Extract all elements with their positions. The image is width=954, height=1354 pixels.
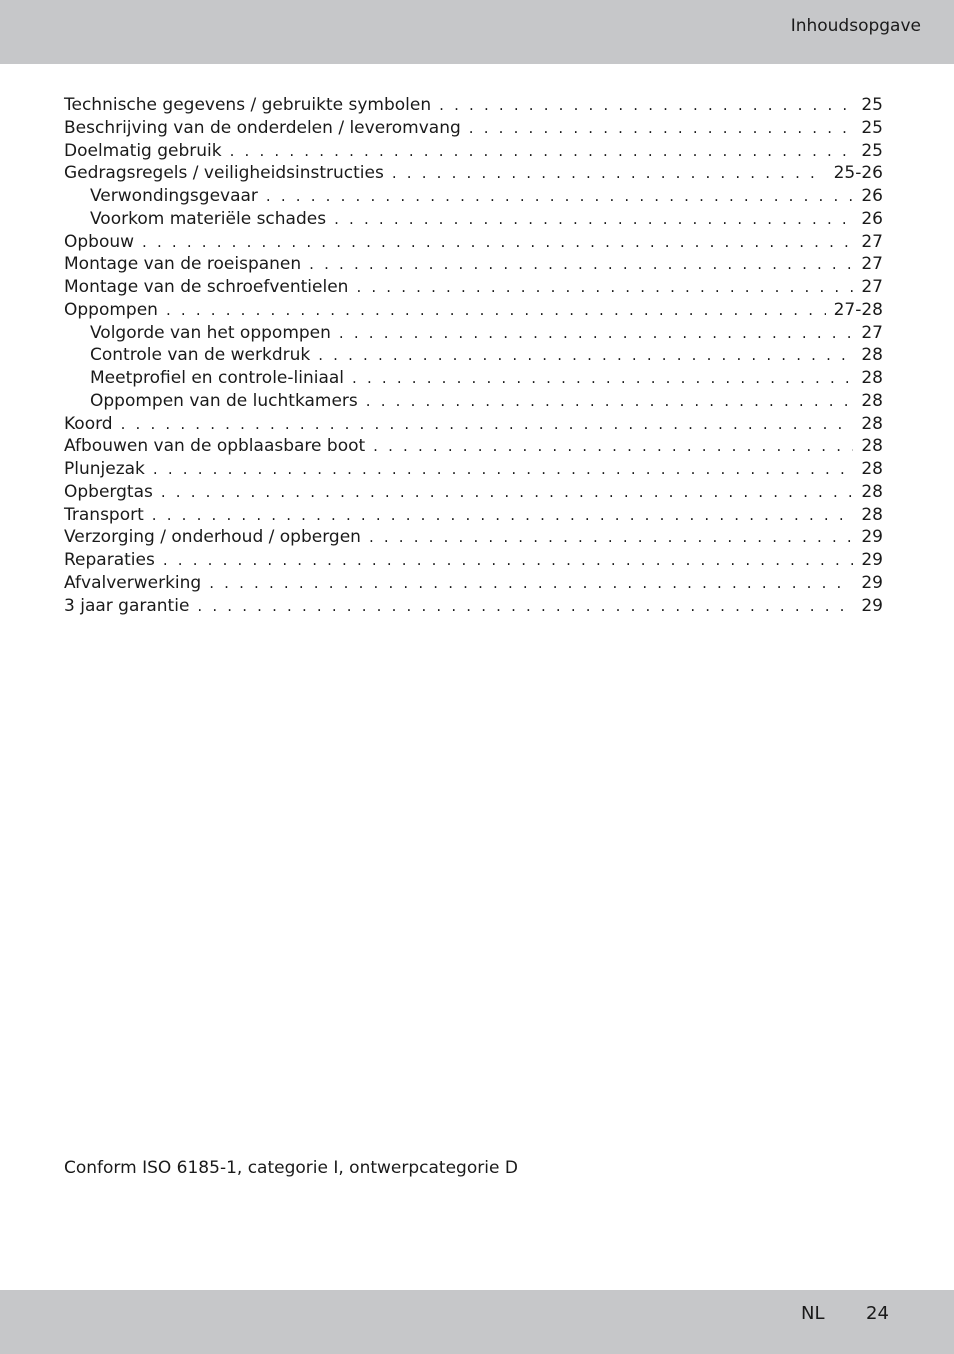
toc-entry-title: Technische gegevens / gebruikte symbolen [64, 95, 432, 115]
toc-entry-page: 25 [861, 140, 883, 161]
toc-entry [64, 595, 883, 618]
toc-entry-title: Controle van de werkdruk [90, 345, 311, 366]
toc-entry-title: Verzorging / onderhoud / opbergen [64, 527, 361, 548]
toc-entry-title: Montage van de schroefventielen [64, 277, 349, 297]
toc-entry-title: Voorkom materiële schades [90, 208, 327, 229]
toc-dot-leader [439, 94, 853, 117]
toc-dot-leader [339, 322, 853, 345]
toc-entry-title: Plunjezak [64, 459, 145, 479]
toc-dot-leader [334, 208, 853, 231]
toc-dot-leader [153, 458, 853, 481]
toc-entry-page: 28 [861, 481, 883, 502]
toc-subentry [64, 367, 883, 390]
toc-entry-title: Meetprofiel en controle-liniaal [90, 368, 345, 388]
toc-entry [64, 162, 883, 185]
toc-dot-leader [309, 253, 853, 276]
toc-subentry [64, 344, 883, 367]
toc-dot-leader [209, 572, 853, 595]
toc-dot-leader [469, 117, 854, 140]
toc-entry-page: 27 [861, 322, 883, 343]
toc-entry [64, 572, 883, 595]
toc-dot-leader [166, 299, 826, 322]
toc-entry-title: Oppompen [64, 299, 158, 320]
toc-entry-title: Koord [64, 413, 113, 434]
toc-entry-title: 3 jaar garantie [64, 595, 190, 616]
page-number: 24 [866, 1303, 889, 1324]
toc-entry-page: 27 [861, 277, 883, 297]
toc-entry-page: 29 [861, 550, 883, 570]
toc-entry-title: Doelmatig gebruik [64, 140, 222, 161]
toc-entry-page: 25-26 [833, 163, 883, 184]
toc-dot-leader [373, 435, 853, 458]
toc-entry-page: 29 [861, 595, 883, 616]
toc-entry-page: 28 [861, 436, 883, 457]
toc-entry [64, 253, 883, 276]
toc-entry-page: 27 [861, 231, 883, 252]
section-title: Inhoudsopgave [790, 16, 921, 36]
toc-entry-title: Transport [64, 504, 144, 525]
toc-entry-page: 27 [861, 254, 883, 275]
language-code: NL [801, 1303, 825, 1324]
toc-entry-title: Beschrijving van de onderdelen / leveromvang [64, 117, 461, 138]
toc-subentry [64, 208, 883, 231]
toc-entry [64, 413, 883, 436]
toc-dot-leader [369, 526, 853, 549]
conformity-note: Conform ISO 6185-1, categorie I, ontwerpcategorie D [64, 1158, 518, 1178]
toc-entry-title: Reparaties [64, 550, 155, 570]
toc-entry-page: 28 [861, 345, 883, 366]
toc-subentry [64, 322, 883, 345]
toc-dot-leader [230, 140, 854, 163]
toc-entry-title: Opbergtas [64, 481, 153, 502]
toc-entry-page: 26 [861, 186, 883, 206]
toc-entry-page: 28 [861, 504, 883, 525]
toc-entry [64, 94, 883, 117]
header-band [0, 0, 954, 64]
toc-dot-leader [142, 231, 853, 254]
toc-subentry [64, 390, 883, 413]
toc-subentry [64, 185, 883, 208]
toc-entry [64, 458, 883, 481]
toc-entry-title: Gedragsregels / veiligheidsinstructies [64, 163, 384, 184]
toc-dot-leader [352, 367, 853, 390]
toc-entry-title: Verwondingsgevaar [90, 186, 258, 206]
toc-entry-page: 28 [861, 459, 883, 479]
toc-entry [64, 299, 883, 322]
toc-entry-page: 28 [861, 390, 883, 411]
toc-entry [64, 481, 883, 504]
toc-entry-page: 27-28 [833, 299, 883, 320]
toc-dot-leader [366, 390, 854, 413]
toc-entry-page: 28 [861, 413, 883, 434]
toc-dot-leader [161, 481, 854, 504]
toc-entry-title: Afbouwen van de opblaasbare boot [64, 436, 366, 457]
toc-entry-title: Oppompen van de luchtkamers [90, 390, 358, 411]
toc-entry-title: Montage van de roeispanen [64, 254, 302, 275]
toc-dot-leader [356, 276, 853, 299]
toc-dot-leader [266, 185, 853, 208]
toc-dot-leader [318, 344, 853, 367]
toc-entry [64, 140, 883, 163]
toc-entry [64, 231, 883, 254]
toc-entry-page: 29 [861, 572, 883, 593]
toc-entry-title: Afvalverwerking [64, 572, 202, 593]
toc-entry-page: 28 [861, 368, 883, 388]
toc-entry-title: Opbouw [64, 231, 135, 252]
toc-dot-leader [163, 549, 854, 572]
toc-entry [64, 117, 883, 140]
toc-dot-leader [121, 413, 854, 436]
toc-entry-page: 26 [861, 208, 883, 229]
toc-entry [64, 526, 883, 549]
toc-entry-title: Volgorde van het oppompen [90, 322, 331, 343]
toc-dot-leader [152, 504, 854, 527]
toc-entry-page: 29 [861, 527, 883, 548]
toc-entry [64, 504, 883, 527]
toc-entry-page: 25 [861, 117, 883, 138]
toc-entry [64, 549, 883, 572]
table-of-contents [64, 94, 883, 617]
toc-dot-leader [392, 162, 826, 185]
toc-entry-page: 25 [861, 95, 883, 115]
toc-entry [64, 276, 883, 299]
toc-dot-leader [197, 595, 853, 618]
toc-entry [64, 435, 883, 458]
